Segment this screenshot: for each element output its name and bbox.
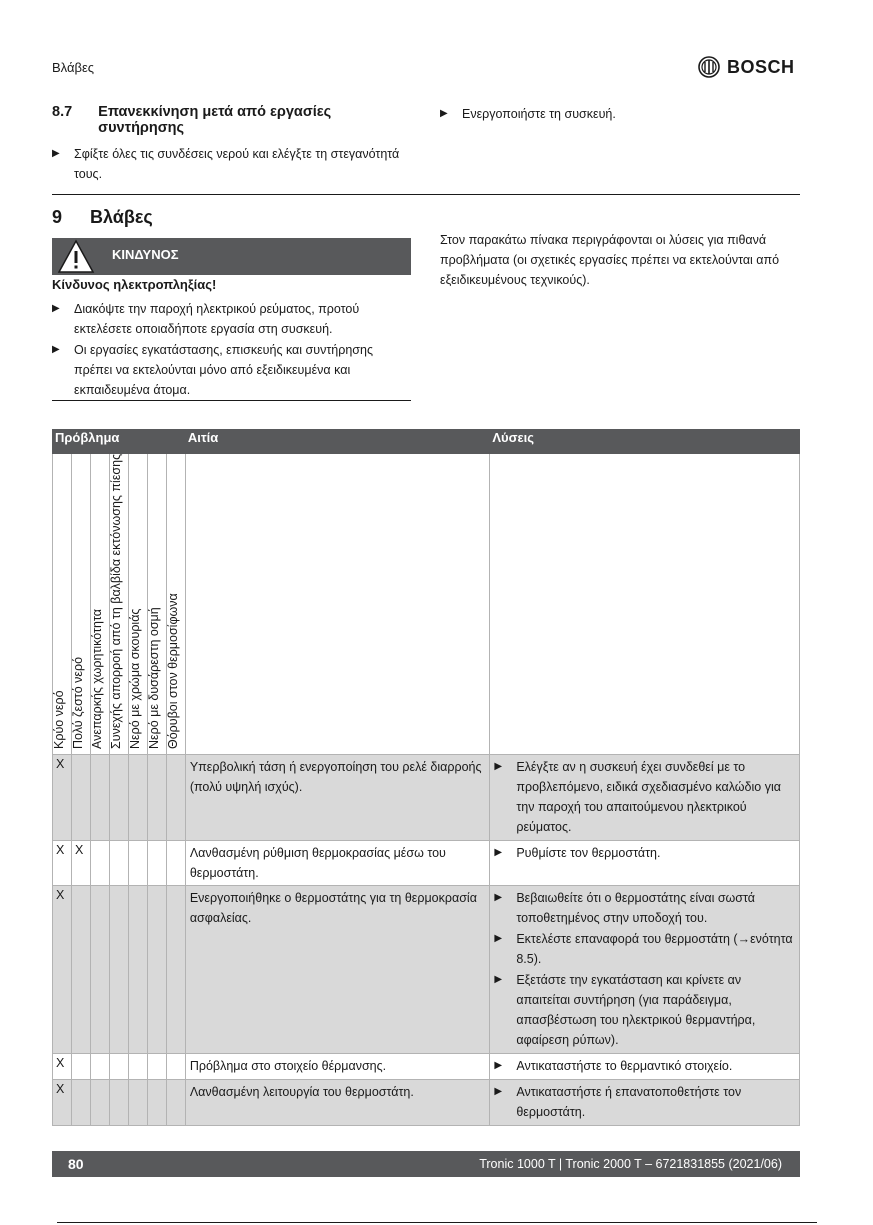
bullet-arrow-icon: ▶: [52, 148, 60, 159]
problem-mark: [166, 1080, 185, 1126]
problem-mark: [166, 841, 185, 886]
table-row: [53, 1080, 800, 1126]
solution-item: ▶ Βεβαιωθείτε ότι ο θερμοστάτης είναι σωστά τοποθετημένος στην υποδοχή του.: [494, 888, 795, 928]
cause-cell: Ενεργοποιήθηκε ο θερμοστάτης για τη θερμοκρασία ασφαλείας.: [185, 886, 490, 1054]
header-problem: Πρόβλημα: [53, 430, 186, 454]
problem-mark: [147, 1054, 166, 1080]
section-number: 8.7: [52, 104, 73, 120]
bullet-arrow-icon: ▶: [440, 108, 448, 119]
problem-mark: [128, 755, 147, 841]
section-8-7-heading: [52, 104, 412, 136]
page-number: 80: [68, 1156, 84, 1172]
problem-mark: [90, 841, 109, 886]
bullet-arrow-icon: ▶: [52, 344, 60, 355]
list-item: [52, 144, 412, 184]
list-item: [440, 104, 800, 124]
problem-mark: X: [53, 841, 72, 886]
brand-logo: [698, 56, 795, 78]
problem-mark: [71, 1080, 90, 1126]
section-8-7-right: [440, 104, 800, 125]
step-text: Ενεργοποιήστε τη συσκευή.: [462, 107, 616, 121]
danger-item-text: Οι εργασίες εγκατάστασης, επισκευής και συντήρησης πρέπει να εκτελούνται μόνο από εξειδικευμένα και εκπαιδευμένα άτομα.: [74, 343, 373, 397]
solutions-cell: [490, 1054, 800, 1080]
page-footer: [52, 1151, 800, 1177]
problem-mark: [71, 1054, 90, 1080]
solution-item: ▶ Ρυθμίστε τον θερμοστάτη.: [494, 843, 795, 863]
problem-mark: [147, 886, 166, 1054]
problem-mark: X: [53, 1080, 72, 1126]
bullet-arrow-icon: ▶: [494, 974, 503, 985]
bullet-arrow-icon: ▶: [494, 1060, 503, 1071]
section-number: 9: [52, 207, 63, 227]
bullet-arrow-icon: ▶: [494, 892, 503, 903]
problem-mark: [90, 755, 109, 841]
problem-mark: [147, 841, 166, 886]
problem-column-header: Συνεχής απορροή από τη βαλβίδα εκτόνωσης πίεσης: [109, 454, 128, 755]
problem-column-header: Ανεπαρκής χωρητικότητα: [90, 454, 109, 755]
solution-item: ▶ Εξετάστε την εγκατάσταση και κρίνετε αν απαιτείται συντήρηση (για παράδειγμα, απασβέστωση του ηλεκτρικού θερμαντήρα, αφαίρεση ρύπων).: [494, 970, 795, 1050]
problem-mark: [166, 755, 185, 841]
solutions-cell: [490, 755, 800, 841]
problem-mark: [128, 1080, 147, 1126]
page-bottom-rule: [57, 1222, 817, 1223]
danger-list: [52, 299, 392, 401]
problem-mark: X: [53, 886, 72, 1054]
bullet-arrow-icon: ▶: [494, 761, 503, 772]
cause-cell: Υπερβολική τάση ή ενεργοποίηση του ρελέ διαρροής (πολύ υψηλή ισχύς).: [185, 755, 490, 841]
problem-mark: [147, 1080, 166, 1126]
problem-columns-row: [53, 454, 800, 755]
problem-mark: X: [71, 841, 90, 886]
problem-mark: [90, 1080, 109, 1126]
warning-triangle-icon: [56, 238, 96, 275]
problem-mark: [166, 1054, 185, 1080]
solution-item: ▶ Ελέγξτε αν η συσκευή έχει συνδεθεί με το προβλεπόμενο, ειδικά σχεδιασμένο καλώδιο για την παροχή του απαιτούμενου ηλεκτρικού ρεύματος.: [494, 757, 795, 837]
solution-item: ▶ Αντικαταστήστε ή επανατοποθετήστε τον θερμοστάτη.: [494, 1082, 795, 1122]
header-solutions: Λύσεις: [490, 430, 800, 454]
table-row: [53, 841, 800, 886]
bullet-arrow-icon: ▶: [52, 303, 60, 314]
section-8-7: [52, 104, 412, 185]
problem-mark: X: [53, 755, 72, 841]
danger-label: ΚΙΝΔΥΝΟΣ: [112, 247, 179, 262]
section-title: Βλάβες: [90, 207, 153, 227]
problem-mark: [109, 841, 128, 886]
header-cause: Αιτία: [185, 430, 490, 454]
problem-column-header: Νερό με δυσάρεστη οσμή: [147, 454, 166, 755]
running-header: Βλάβες: [52, 60, 95, 75]
problem-mark: [109, 1054, 128, 1080]
section-divider: [52, 194, 800, 195]
list-item: [52, 340, 392, 400]
list-item: [52, 299, 392, 339]
solutions-cell: [490, 886, 800, 1054]
danger-divider: [52, 400, 411, 401]
problem-mark: X: [53, 1054, 72, 1080]
solutions-cell: [490, 1080, 800, 1126]
table-row: [53, 1054, 800, 1080]
problem-mark: [128, 886, 147, 1054]
problem-column-header: Κρύο νερό: [53, 454, 72, 755]
section-title: Επανεκκίνηση μετά από εργασίες συντήρησης: [98, 104, 332, 136]
bosch-armature-icon: [698, 56, 720, 78]
table-row: [53, 755, 800, 841]
danger-banner: [52, 238, 411, 275]
cause-cell: Πρόβλημα στο στοιχείο θέρμανσης.: [185, 1054, 490, 1080]
document-id: Tronic 1000 T | Tronic 2000 T – 6721831855 (2021/06): [479, 1157, 782, 1171]
danger-heading: Κίνδυνος ηλεκτροπληξίας!: [52, 277, 217, 292]
brand-name: BOSCH: [727, 56, 795, 77]
cause-cell: Λανθασμένη λειτουργία του θερμοστάτη.: [185, 1080, 490, 1126]
problem-column-header: Θόρυβοι στον θερμοσίφωνα: [166, 454, 185, 755]
troubleshooting-table: [52, 429, 800, 1126]
problem-mark: [90, 886, 109, 1054]
danger-item-text: Διακόψτε την παροχή ηλεκτρικού ρεύματος, προτού εκτελέσετε οποιαδήποτε εργασία στη συσκευή.: [74, 302, 360, 336]
table-header-row: [53, 430, 800, 454]
problem-column-header: Νερό με χρώμα σκουριάς: [128, 454, 147, 755]
cause-cell: Λανθασμένη ρύθμιση θερμοκρασίας μέσω του θερμοστάτη.: [185, 841, 490, 886]
problem-mark: [109, 886, 128, 1054]
solution-item: ▶ Αντικαταστήστε το θερμαντικό στοιχείο.: [494, 1056, 795, 1076]
problem-mark: [147, 755, 166, 841]
problem-mark: [71, 755, 90, 841]
problem-mark: [109, 1080, 128, 1126]
solutions-cell: [490, 841, 800, 886]
table-row: [53, 886, 800, 1054]
problem-mark: [90, 1054, 109, 1080]
problem-mark: [109, 755, 128, 841]
step-text: Σφίξτε όλες τις συνδέσεις νερού και ελέγξτε τη στεγανότητά τους.: [74, 147, 400, 181]
problem-mark: [128, 841, 147, 886]
solution-item: ▶ Εκτελέστε επαναφορά του θερμοστάτη (→ενότητα 8.5).: [494, 929, 795, 969]
problem-mark: [128, 1054, 147, 1080]
empty-cell: [490, 454, 800, 755]
bullet-arrow-icon: ▶: [494, 933, 503, 944]
problem-mark: [166, 886, 185, 1054]
section-9-heading: [52, 207, 153, 228]
problem-column-header: Πολύ ζεστό νερό: [71, 454, 90, 755]
intro-paragraph: Στον παρακάτω πίνακα περιγράφονται οι λύσεις για πιθανά προβλήματα (οι σχετικές εργασίες πρέπει να εκτελούνται από εξειδικευμένους τεχνικούς).: [440, 233, 780, 287]
bullet-arrow-icon: ▶: [494, 1086, 503, 1097]
problem-mark: [71, 886, 90, 1054]
bullet-arrow-icon: ▶: [494, 847, 503, 858]
empty-cell: [185, 454, 490, 755]
